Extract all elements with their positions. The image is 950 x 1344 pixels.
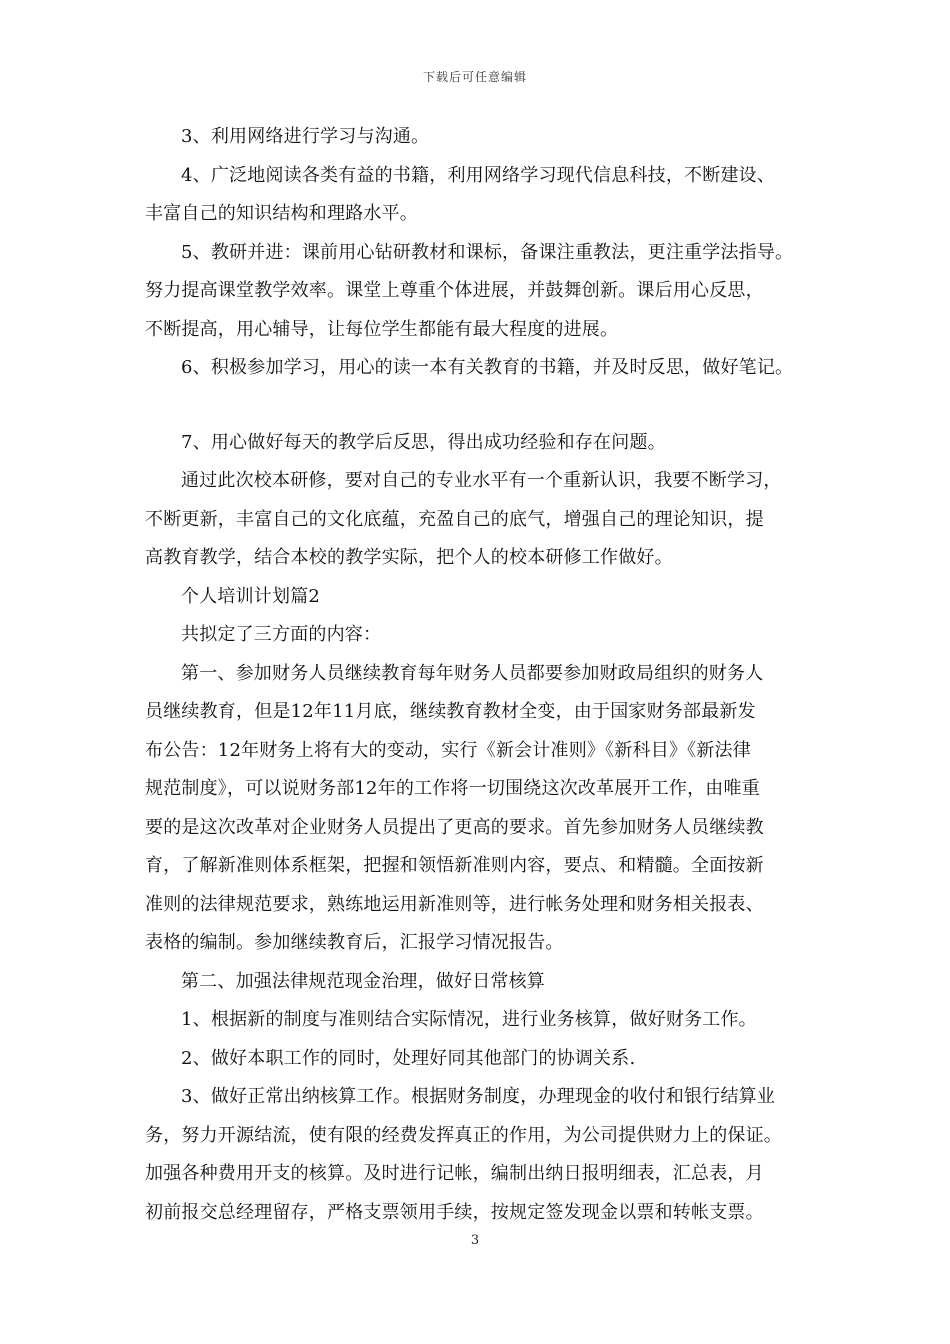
paragraph-line: 1、根据新的制度与准则结合实际情况，进行业务核算，做好财务工作。	[181, 1009, 757, 1030]
page-header-note: 下载后可任意编辑	[422, 70, 527, 84]
paragraph-line: 高教育教学，结合本校的教学实际，把个人的校本研修工作做好。	[145, 547, 673, 568]
paragraph-line: 7、用心做好每天的教学后反思，得出成功经验和存在问题。	[181, 431, 666, 453]
paragraph-line: 不断更新，丰富自己的文化底蕴，充盈自己的底气，增强自己的理论知识，提	[145, 508, 764, 530]
paragraph-line: 5、教研并进：课前用心钻研教材和课标，备课注重教法，更注重学法指导。	[181, 241, 794, 263]
paragraph-line: 要的是这次改革对企业财务人员提出了更高的要求。首先参加财务人员继续教	[145, 816, 764, 838]
document-body	[145, 118, 825, 1232]
paragraph-line: 布公告：12年财务上将有大的变动，实行《新会计准则》《新科目》《新法律	[145, 739, 751, 761]
paragraph-line: 努力提高课堂教学效率。课堂上尊重个体进展，并鼓舞创新。课后用心反思，	[145, 280, 764, 301]
paragraph-line: 加强各种费用开支的核算。及时进行记帐，编制出纳日报明细表，汇总表，月	[145, 1163, 764, 1184]
paragraph-line: 2、做好本职工作的同时，处理好同其他部门的协调关系.	[181, 1047, 636, 1069]
paragraph-line: 3、做好正常出纳核算工作。根据财务制度，办理现金的收付和银行结算业	[181, 1086, 776, 1107]
paragraph-line: 表格的编制。参加继续教育后，汇报学习情况报告。	[145, 932, 564, 953]
paragraph-line: 准则的法律规范要求，熟练地运用新准则等，进行帐务处理和财务相关报表、	[145, 893, 764, 915]
paragraph-line: 6、积极参加学习，用心的读一本有关教育的书籍，并及时反思，做好笔记。	[181, 357, 794, 378]
paragraph-line: 4、广泛地阅读各类有益的书籍，利用网络学习现代信息科技，不断建设、	[181, 164, 776, 186]
paragraph-line: 通过此次校本研修，要对自己的专业水平有一个重新认识，我要不断学习，	[181, 470, 782, 491]
page-number: 3	[470, 1233, 480, 1248]
paragraph-line: 第二、加强法律规范现金治理，做好日常核算	[181, 970, 545, 992]
paragraph-line: 务，努力开源结流，使有限的经费发挥真正的作用，为公司提供财力上的保证。	[145, 1124, 782, 1146]
paragraph-line: 不断提高，用心辅导，让每位学生都能有最大程度的进展。	[145, 318, 619, 340]
section-heading: 个人培训计划篇2	[181, 585, 321, 607]
paragraph-line: 初前报交总经理留存，严格支票领用手续，按规定签发现金以票和转帐支票。	[145, 1201, 764, 1223]
paragraph-line: 共拟定了三方面的内容：	[181, 624, 382, 645]
paragraph-line: 员继续教育，但是12年11月底，继续教育教材全变，由于国家财务部最新发	[145, 701, 756, 722]
paragraph-gap	[145, 388, 825, 424]
paragraph-line: 第一、参加财务人员继续教育每年财务人员都要参加财政局组织的财务人	[181, 662, 764, 684]
paragraph-line: 规范制度》，可以说财务部12年的工作将一切围绕这次改革展开工作，由唯重	[145, 778, 760, 799]
paragraph-line: 丰富自己的知识结构和理路水平。	[145, 203, 418, 224]
paragraph-line: 育，了解新准则体系框架，把握和领悟新准则内容，要点、和精髓。全面按新	[145, 855, 764, 876]
paragraph-line: 3、利用网络进行学习与沟通。	[181, 126, 430, 147]
